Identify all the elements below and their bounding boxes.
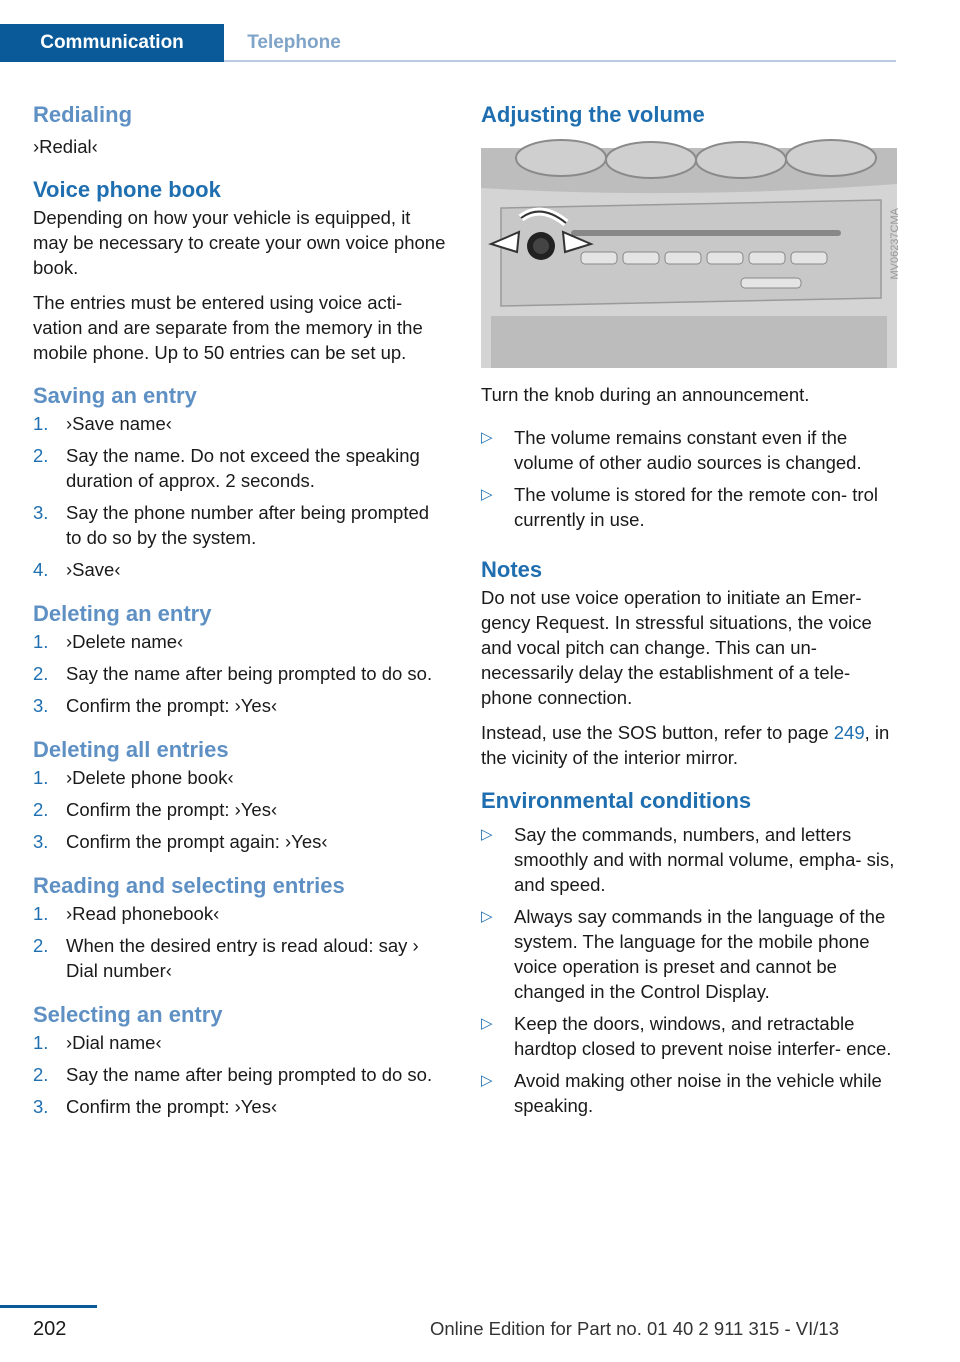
- triangle-right-icon: ▷: [481, 429, 493, 446]
- volume-heading: Adjusting the volume: [481, 102, 705, 127]
- tab-telephone[interactable]: Telephone: [247, 32, 341, 53]
- triangle-right-icon: ▷: [481, 826, 493, 843]
- reading-heading: Reading and selecting entries: [33, 873, 345, 898]
- redial-command: ›Redial‹: [33, 136, 98, 157]
- edition-note: Online Edition for Part no. 01 40 2 911 315 - VI/13: [430, 1318, 839, 1339]
- environmental-heading: Environmental conditions: [481, 788, 752, 813]
- list-item: 3. Confirm the prompt: ›Yes‹: [33, 695, 278, 716]
- notes-text-1: Do not use voice operation to initiate an Emer‐ gency Request. In stressful situations, the voice and vocal pitch can change. This can un‐ necessarily delay the establishment of a tele‐ phone connection.: [481, 587, 872, 708]
- right-column: [481, 100, 899, 1125]
- list-item: 1. ›Delete phone book‹: [33, 767, 234, 788]
- left-column: [33, 100, 448, 1126]
- list-item: 2. Say the name after being prompted to do so.: [33, 663, 433, 684]
- list-item: 3. Confirm the prompt: ›Yes‹: [33, 1096, 278, 1117]
- dashboard-drawing: [481, 148, 897, 368]
- list-item: 1. ›Save name‹: [33, 413, 172, 434]
- list-item: 1. ›Dial name‹: [33, 1032, 162, 1053]
- deleting-heading: Deleting an entry: [33, 601, 212, 626]
- list-item: 3. Say the phone number after being prompted to do so by the system.: [33, 502, 430, 548]
- volume-bullets: [481, 425, 899, 532]
- figure-code: MV06237CMA: [889, 208, 901, 280]
- notes-text-2: Instead, use the SOS button, refer to page 249, in the vicinity of the interior mirror.: [481, 722, 890, 768]
- redialing-heading: Redialing: [33, 102, 133, 127]
- footer-rule: [0, 1305, 97, 1308]
- list-item: 2. Say the name. Do not exceed the speaking duration of approx. 2 seconds.: [33, 445, 420, 491]
- triangle-right-icon: ▷: [481, 908, 493, 925]
- triangle-right-icon: ▷: [481, 1015, 493, 1032]
- triangle-right-icon: ▷: [481, 1072, 493, 1089]
- voice-phone-book-text-2: The entries must be entered using voice acti‐ vation and are separate from the memory in the mobile phone. Up to 50 entries can be set up.: [33, 292, 423, 363]
- saving-heading: Saving an entry: [33, 383, 197, 408]
- list-item: 1. ›Read phonebook‹: [33, 903, 220, 924]
- list-item: ▷ Always say commands in the language of the system. The language for the mobile phone voice operation is preset and cannot be changed in the Control Display.: [481, 906, 886, 1002]
- list-item: 4. ›Save‹: [33, 559, 121, 580]
- reading-steps: [33, 901, 448, 983]
- saving-steps: [33, 411, 448, 582]
- list-item: ▷ Avoid making other noise in the vehicle while speaking.: [481, 1070, 882, 1116]
- page-link[interactable]: 249: [833, 722, 865, 743]
- radio-knob-illustration: [481, 148, 901, 368]
- triangle-right-icon: ▷: [481, 486, 493, 503]
- deleting-steps: [33, 629, 448, 718]
- selecting-steps: [33, 1030, 448, 1119]
- list-item: ▷ The volume is stored for the remote con‐ trol currently in use.: [481, 484, 878, 530]
- environmental-bullets: [481, 822, 899, 1118]
- notes-heading: Notes: [481, 557, 543, 582]
- list-item: 2. Say the name after being prompted to do so.: [33, 1064, 433, 1085]
- voice-phone-book-text-1: Depending on how your vehicle is equipped, it may be necessary to create your own voice phone book.: [33, 207, 446, 278]
- list-item: ▷ Keep the doors, windows, and retractable hardtop closed to prevent noise interfer‐ ence.: [481, 1013, 892, 1059]
- page-number: 202: [33, 1318, 67, 1340]
- deleting-all-heading: Deleting all entries: [33, 737, 229, 762]
- list-item: 2. When the desired entry is read aloud: say › Dial number‹: [33, 935, 419, 981]
- list-item: ▷ Say the commands, numbers, and letters smoothly and with normal volume, empha‐ sis, and speed.: [481, 824, 895, 895]
- selecting-heading: Selecting an entry: [33, 1002, 223, 1027]
- list-item: 3. Confirm the prompt again: ›Yes‹: [33, 831, 328, 852]
- deleting-all-steps: [33, 765, 448, 854]
- tab-communication[interactable]: Communication: [0, 24, 224, 62]
- list-item: 1. ›Delete name‹: [33, 631, 184, 652]
- list-item: ▷ The volume remains constant even if the volume of other audio sources is changed.: [481, 427, 862, 473]
- volume-text: Turn the knob during an announcement.: [481, 384, 810, 405]
- list-item: 2. Confirm the prompt: ›Yes‹: [33, 799, 278, 820]
- voice-phone-book-heading: Voice phone book: [33, 177, 221, 202]
